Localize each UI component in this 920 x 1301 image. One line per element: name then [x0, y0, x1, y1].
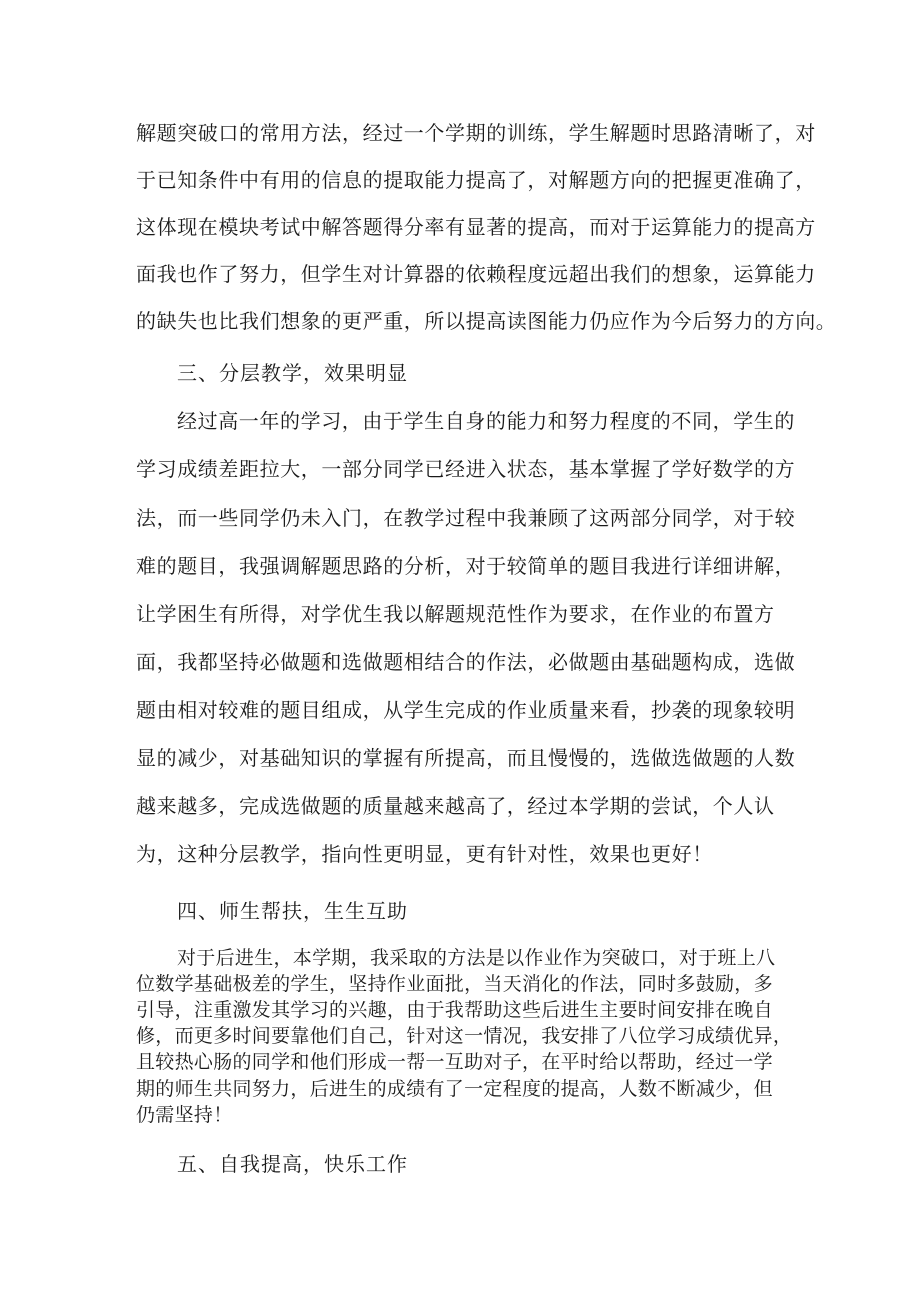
paragraph-line: 的缺失也比我们想象的更严重，所以提高读图能力仍应作为今后努力的方向。 [136, 309, 837, 333]
section-heading-5: 五、自我提高，快乐工作 [177, 1152, 408, 1176]
paragraph-line: 引导，注重激发其学习的兴趣，由于我帮助这些后进生主要时间安排在晚自 [136, 999, 773, 1021]
paragraph-line: 对于后进生，本学期，我采取的方法是以作业作为突破口，对于班上八 [177, 947, 776, 969]
paragraph-line: 期的师生共同努力，后进生的成绩有了一定程度的提高，人数不断减少，但 [136, 1078, 773, 1100]
paragraph-line: 经过高一年的学习，由于学生自身的能力和努力程度的不同，学生的 [177, 409, 795, 433]
paragraph-line: 仍需坚持！ [136, 1104, 233, 1126]
paragraph-line: 题由相对较难的题目组成，从学生完成的作业质量来看，抄袭的现象较明 [136, 698, 796, 722]
paragraph-line: 且较热心肠的同学和他们形成一帮一互助对子，在平时给以帮助，经过一学 [136, 1051, 773, 1073]
paragraph-line: 为，这种分层教学，指向性更明显，更有针对性，效果也更好！ [136, 842, 713, 866]
paragraph-line: 面我也作了努力，但学生对计算器的依赖程度远超出我们的想象，运算能力 [136, 262, 816, 286]
paragraph-line: 位数学基础极差的学生，坚持作业面批，当天消化的作法，同时多鼓励，多 [136, 973, 773, 995]
paragraph-line: 学习成绩差距拉大，一部分同学已经进入状态，基本掌握了学好数学的方 [136, 457, 796, 481]
section-heading-3: 三、分层教学，效果明显 [177, 361, 408, 385]
paragraph-line: 于已知条件中有用的信息的提取能力提高了，对解题方向的把握更准确了， [136, 168, 816, 192]
paragraph-line: 让学困生有所得，对学优生我以解题规范性作为要求，在作业的布置方 [136, 602, 775, 626]
paragraph-line: 难的题目，我强调解题思路的分析，对于较简单的题目我进行详细讲解， [136, 554, 796, 578]
paragraph-line: 显的减少，对基础知识的掌握有所提高，而且慢慢的，选做选做题的人数 [136, 746, 796, 770]
paragraph-line: 修，而更多时间要靠他们自己，针对这一情况，我安排了八位学习成绩优异， [136, 1025, 793, 1047]
paragraph-line: 这体现在模块考试中解答题得分率有显著的提高，而对于运算能力的提高方 [136, 215, 816, 239]
section-heading-4: 四、师生帮扶，生生互助 [177, 899, 408, 923]
paragraph-line: 解题突破口的常用方法，经过一个学期的训练，学生解题时思路清晰了，对 [136, 121, 816, 145]
paragraph-line: 面，我都坚持必做题和选做题相结合的作法，必做题由基础题构成，选做 [136, 650, 796, 674]
paragraph-line: 法，而一些同学仍未入门，在教学过程中我兼顾了这两部分同学，对于较 [136, 506, 796, 530]
paragraph-line: 越来越多，完成选做题的质量越来越高了，经过本学期的尝试，个人认 [136, 794, 775, 818]
